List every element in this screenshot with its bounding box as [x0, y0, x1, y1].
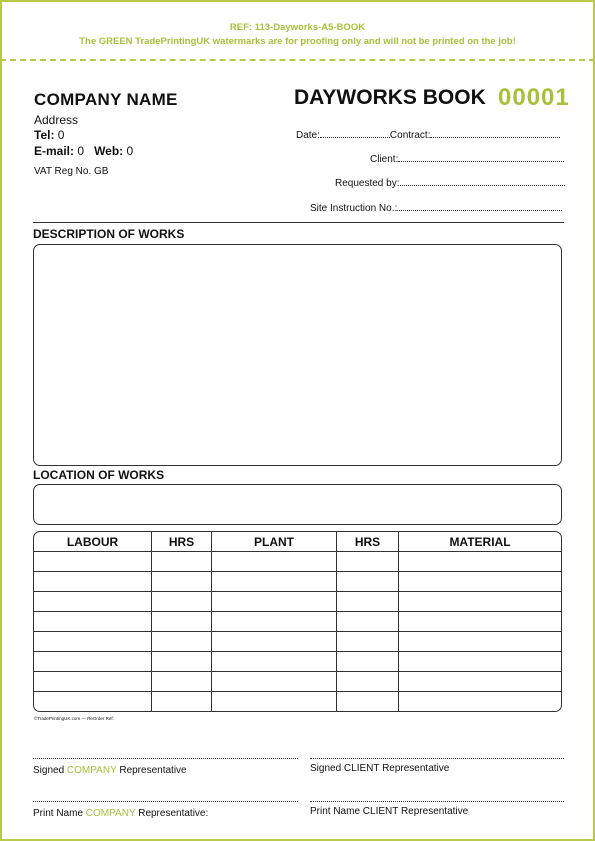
table-cell[interactable]	[152, 592, 212, 612]
table-cell[interactable]	[212, 632, 337, 652]
date-label: Date:	[296, 130, 320, 141]
table-cell[interactable]	[212, 672, 337, 692]
table-cell[interactable]	[152, 672, 212, 692]
table-cell[interactable]	[152, 572, 212, 592]
signature-line[interactable]	[310, 758, 564, 759]
table-cell[interactable]	[212, 592, 337, 612]
reorder-ref: ©TradePrintingUK.com — ReOrder Ref:	[34, 716, 114, 721]
document-number: 00001	[498, 84, 570, 111]
site-instruction-label: Site Instruction No.:	[310, 203, 398, 214]
location-box[interactable]	[33, 484, 562, 525]
table-cell[interactable]	[337, 632, 399, 652]
signed-client-label: Signed CLIENT Representative	[310, 763, 450, 774]
column-header-material: MATERIAL	[399, 532, 562, 552]
signature-line[interactable]	[33, 758, 298, 759]
proof-header	[0, 21, 595, 49]
table-cell[interactable]	[337, 552, 399, 572]
date-contract-field[interactable]	[296, 128, 560, 141]
table-cell[interactable]	[337, 612, 399, 632]
column-header-labour: LABOUR	[34, 532, 152, 552]
table-cell[interactable]	[152, 612, 212, 632]
table-row	[34, 672, 561, 692]
requested-by-label: Requested by:	[335, 178, 400, 189]
cut-line	[0, 59, 595, 61]
ref-code: REF: 113-Dayworks-A5-BOOK	[229, 22, 366, 33]
table-cell[interactable]	[212, 572, 337, 592]
divider	[33, 222, 564, 223]
table-cell[interactable]	[399, 552, 562, 572]
table-cell[interactable]	[152, 552, 212, 572]
signed-company-label: Signed COMPANY Representative	[33, 765, 187, 776]
table-row	[34, 552, 561, 572]
table-row	[34, 632, 561, 652]
works-table	[33, 531, 562, 712]
table-cell[interactable]	[152, 692, 212, 712]
table-row	[34, 592, 561, 612]
client-field[interactable]	[370, 152, 564, 165]
table-cell[interactable]	[212, 552, 337, 572]
web-value: 0	[126, 144, 134, 158]
web-label: Web:	[94, 144, 124, 158]
table-cell[interactable]	[34, 572, 152, 592]
vat-number: VAT Reg No. GB	[34, 166, 109, 177]
table-cell[interactable]	[399, 672, 562, 692]
table-cell[interactable]	[399, 572, 562, 592]
table-cell[interactable]	[399, 652, 562, 672]
table-cell[interactable]	[399, 632, 562, 652]
email-label: E-mail:	[34, 144, 75, 158]
table-row	[34, 572, 561, 592]
table-row	[34, 612, 561, 632]
description-heading: DESCRIPTION OF WORKS	[33, 227, 185, 241]
print-client-label: Print Name CLIENT Representative	[310, 806, 469, 817]
column-header-hrs: HRS	[337, 532, 399, 552]
table-cell[interactable]	[337, 652, 399, 672]
description-box[interactable]	[33, 244, 562, 466]
table-cell[interactable]	[399, 692, 562, 712]
company-tel	[34, 128, 64, 142]
table-cell[interactable]	[337, 672, 399, 692]
table-cell[interactable]	[212, 612, 337, 632]
table-cell[interactable]	[34, 692, 152, 712]
email-value: 0	[77, 144, 85, 158]
table-row	[34, 692, 561, 712]
table-cell[interactable]	[34, 652, 152, 672]
table-cell[interactable]	[337, 592, 399, 612]
watermark-note: The GREEN TradePrintingUK watermarks are for proofing only and will not be printed on the job!	[79, 36, 516, 47]
table-cell[interactable]	[34, 612, 152, 632]
table-cell[interactable]	[337, 572, 399, 592]
print-name-line[interactable]	[310, 801, 564, 802]
table-header-row	[34, 532, 561, 552]
column-header-plant: PLANT	[212, 532, 337, 552]
contract-label: Contract:	[389, 130, 431, 141]
print-name-line[interactable]	[33, 801, 298, 802]
location-heading: LOCATION OF WORKS	[33, 468, 165, 482]
table-row	[34, 652, 561, 672]
table-cell[interactable]	[34, 592, 152, 612]
site-instruction-field[interactable]	[310, 201, 562, 214]
company-address: Address	[34, 113, 79, 127]
table-cell[interactable]	[212, 652, 337, 672]
table-cell[interactable]	[34, 672, 152, 692]
column-header-hrs: HRS	[152, 532, 212, 552]
tel-value: 0	[57, 128, 65, 142]
document-title: DAYWORKS BOOK	[294, 86, 486, 109]
requested-by-field[interactable]	[335, 176, 565, 189]
table-cell[interactable]	[34, 552, 152, 572]
company-contact	[34, 144, 133, 158]
client-label: Client:	[370, 154, 399, 165]
table-cell[interactable]	[152, 652, 212, 672]
tel-label: Tel:	[34, 128, 55, 142]
table-cell[interactable]	[399, 612, 562, 632]
table-cell[interactable]	[337, 692, 399, 712]
table-cell[interactable]	[152, 632, 212, 652]
table-cell[interactable]	[399, 592, 562, 612]
table-cell[interactable]	[212, 692, 337, 712]
print-company-label: Print Name COMPANY Representative:	[33, 808, 209, 819]
company-name: COMPANY NAME	[34, 90, 178, 109]
table-cell[interactable]	[34, 632, 152, 652]
